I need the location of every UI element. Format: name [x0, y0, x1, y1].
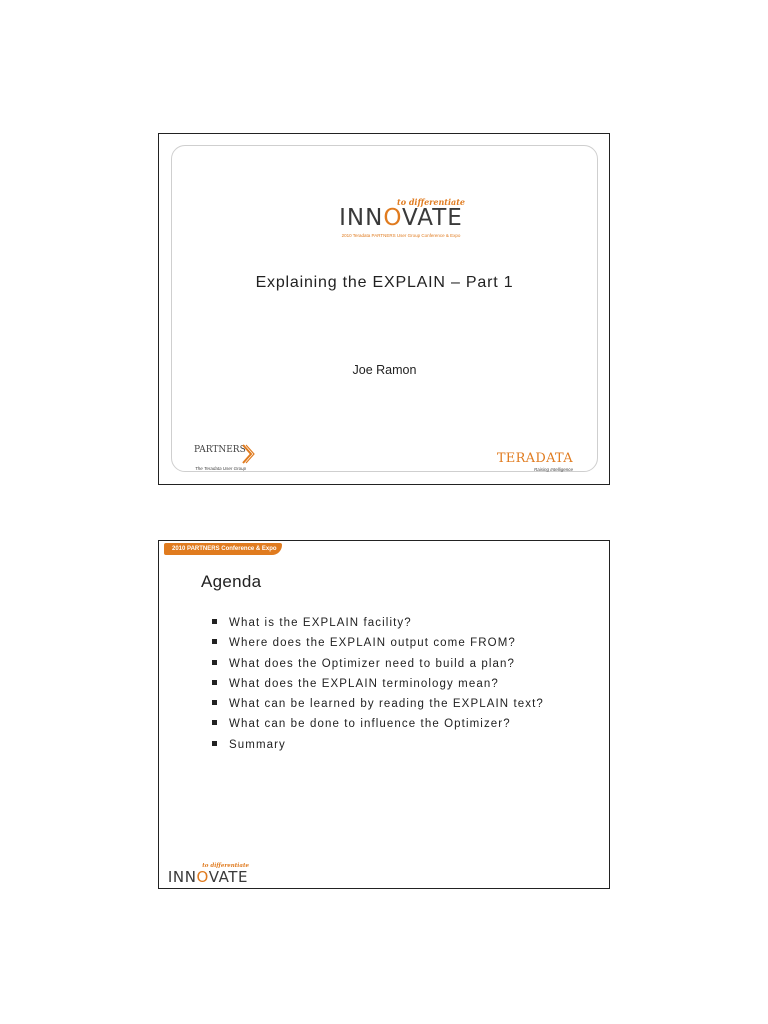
- innovate-logo: [335, 198, 467, 238]
- agenda-list: [212, 613, 544, 755]
- bullet-icon: [212, 660, 217, 665]
- logo-wordmark: INNOVATE: [339, 205, 463, 231]
- agenda-slide: [158, 540, 610, 889]
- agenda-item: Summary: [212, 735, 544, 755]
- title-slide: [158, 133, 610, 485]
- logo-wordmark: INNOVATE: [167, 867, 249, 886]
- bullet-icon: [212, 741, 217, 746]
- logo-tagline: to differentiate: [397, 197, 465, 207]
- innovate-footer-logo: [167, 864, 249, 885]
- agenda-item: What does the EXPLAIN terminology mean?: [212, 674, 544, 694]
- teradata-wordmark: TERADATA: [496, 451, 573, 466]
- partners-wordmark: PARTNERS: [194, 445, 246, 455]
- agenda-item: What can be learned by reading the EXPLAIN text?: [212, 694, 544, 714]
- agenda-item: What does the Optimizer need to build a plan?: [212, 654, 544, 674]
- chevron-right-icon: [241, 443, 255, 465]
- logo-tagline: to differentiate: [202, 863, 249, 869]
- slide-frame: [171, 145, 598, 472]
- agenda-item: Where does the EXPLAIN output come FROM?: [212, 633, 544, 653]
- partners-subtitle: The Teradata User Group: [195, 466, 247, 471]
- agenda-item: What is the EXPLAIN facility?: [212, 613, 544, 633]
- slide-title: Explaining the EXPLAIN – Part 1: [255, 274, 514, 291]
- agenda-title: Agenda: [201, 572, 262, 591]
- logo-subtitle: 2010 Teradata PARTNERS User Group Conference & Expo: [341, 233, 461, 238]
- agenda-item: What can be done to influence the Optimizer?: [212, 714, 544, 734]
- conference-header-tab: 2010 PARTNERS Conference & Expo: [164, 543, 282, 555]
- bullet-icon: [212, 700, 217, 705]
- presenter-name: Joe Ramon: [352, 363, 417, 377]
- bullet-icon: [212, 680, 217, 685]
- bullet-icon: [212, 619, 217, 624]
- teradata-logo: [497, 452, 573, 472]
- bullet-icon: [212, 720, 217, 725]
- bullet-icon: [212, 639, 217, 644]
- partners-logo: [194, 443, 254, 477]
- teradata-tagline: Raising Intelligence: [533, 467, 573, 472]
